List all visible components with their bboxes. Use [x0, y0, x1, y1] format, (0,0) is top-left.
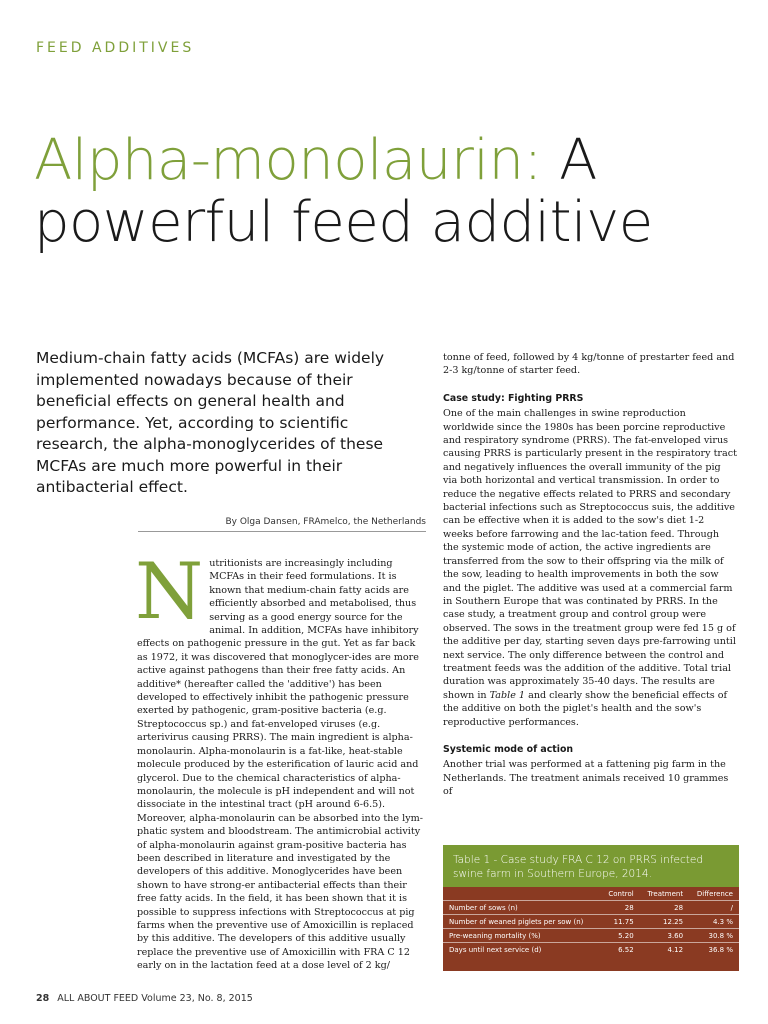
table-cell: Days until next service (d) [443, 943, 601, 957]
table-cell: 3.60 [640, 929, 689, 943]
table-header-cell [443, 887, 601, 901]
page-title [34, 130, 754, 254]
table-cell: 4.12 [640, 943, 689, 957]
table-header-cell: Control [608, 890, 634, 898]
page-number: 28 [36, 993, 50, 1004]
table-cell: 5.20 [601, 929, 639, 943]
table-title: Table 1 - Case study FRA C 12 on PRRS infected swine farm in Southern Europe, 2014. [453, 854, 704, 880]
issue-info: Volume 23, No. 8, 2015 [141, 993, 253, 1004]
headline-part1: A [541, 128, 597, 193]
body-left-text: utritionists are increasingly including MCFAs in their feed formulations. It is known that medium-chain fatty acids are efficiently absorbed and metabolised, thus serving as a good energy source for the animal. In addition, MCFAs have inhibitory effects on pathogenic pressure in the gut. Yet as far back as 1972, it was discovered that monoglycer-ides are more active against pathogens than their free fatty acids. An additive* (hereafter called the 'additive') has been developed to effectively inhibit the pathogenic pressure exerted by pathogenic, gram-positive bacteria (e.g. Streptococcus sp.) and fat-enveloped viruses (e.g. arterivirus causing PRRS). The main ingredient is alpha-monolaurin. Alpha-monolaurin is a fat-like, heat-stable molecule produced by the esterification of lauric acid and glycerol. Due to the chemical characteristics of alpha-monolaurin, the molecule is pH independent and will not dissociate in the intestinal tract (pH around 6-6.5). Moreover, alpha-monolaurin can be absorbed into the lym-phatic system and bloodstream. The antimicrobial activity of alpha-monolaurin against gram-positive bacteria has been described in literature and investigated by the developers of this additive. Monoglycerides have been shown to have strong-er antibacterial effects than their free fatty acids. In the field, it has been shown that it is possible to suppress infections with Streptococcus at pig farms when the preventive use of Amoxicillin is replaced by this additive. The developers of this additive usually replace the preventive use of Amoxicillin with FRA C 12 early on in the lactation feed at a dose level of 2 kg/ [137, 558, 423, 972]
section-label: FEED ADDITIVES [36, 40, 195, 56]
table-cell: 12.25 [640, 915, 689, 929]
body-column-left [135, 547, 428, 973]
byline-divider [138, 531, 426, 532]
results-table [443, 887, 739, 957]
table-cell: Number of weaned piglets per sow (n) [443, 915, 601, 929]
table-header-cell: Treatment [647, 890, 684, 898]
table-cell: 36.8 % [689, 943, 739, 957]
systemic-paragraph: Another trial was performed at a fattening pig farm in the Netherlands. The treatment animals received 10 grammes of [443, 759, 729, 798]
table-row [443, 901, 739, 915]
table-header-cell: Difference [696, 890, 733, 898]
table-cell: / [689, 901, 739, 915]
table-cell: 11.75 [601, 915, 639, 929]
table-cell: 6.52 [601, 943, 639, 957]
intro-paragraph: Medium-chain fatty acids (MCFAs) are widely implemented nowadays because of their beneficial effects on general health and performance. Yet, according to scientific research, the alpha-monoglycerides of these MCFAs are much more powerful in their antibacterial effect. [36, 349, 385, 496]
page-footer [36, 993, 253, 1004]
table-header-row [443, 887, 739, 901]
table-cell: Pre-weaning mortality (%) [443, 929, 601, 943]
table-row [443, 915, 739, 929]
body-column-right [443, 351, 737, 799]
drop-cap: N [135, 547, 204, 637]
continuation-text: tonne of feed, followed by 4 kg/tonne of prestarter feed and 2-3 kg/tonne of starter feed. [443, 352, 735, 377]
table-reference: Table 1 [489, 689, 526, 701]
headline-line2: powerful feed additive [34, 190, 653, 255]
table-cell: 28 [640, 901, 689, 915]
table-row [443, 943, 739, 957]
table-cell: Number of sows (n) [443, 901, 601, 915]
headline-accent: Alpha-monolaurin: [34, 128, 542, 193]
prrs-paragraph: One of the main challenges in swine reproduction worldwide since the 1980s has been porcine reproductive and respiratory syndrome (PRRS). The fat-enveloped virus causing PRRS is particularly present in the respiratory tract and negatively influences the overall immunity of the pig via both horizontal and vertical transmission. In order to reduce the negative effects related to PRRS and secondary bacterial infections such as Streptococcus suis, the additive can be effective when it is added to the sow's diet 1-2 weeks before farrowing and the lac-tation feed. Through the systemic mode of action, the active ingredients are transferred from the sow to their offspring via the milk of the sow, leading to health improvements in both the sow and the piglet. The additive was used at a commercial farm in Southern Europe that was continated by PRRS. In the case study, a treatment group and control group were observed. The sows in the treatment group were fed 15 g of the additive per day, starting seven days pre-farrowing until next service. The only difference between the control and treatment feeds was the addition of the additive. Total trial duration was approximately 35-40 days. The results are shown in Table 1 and clearly show the beneficial effects of the additive on both the piglet's health and the sow's reproductive performances. [443, 408, 737, 728]
results-table-box [443, 845, 739, 971]
table-area [443, 887, 739, 971]
table-cell: 4.3 % [689, 915, 739, 929]
table-cell: 30.8 % [689, 929, 739, 943]
table-row [443, 929, 739, 943]
table-cell: 28 [601, 901, 639, 915]
subheading-prrs: Case study: Fighting PRRS [443, 392, 584, 404]
byline: By Olga Dansen, FRAmelco, the Netherlands [225, 517, 426, 527]
publication-name: ALL ABOUT FEED [57, 993, 139, 1004]
subheading-systemic: Systemic mode of action [443, 743, 574, 755]
